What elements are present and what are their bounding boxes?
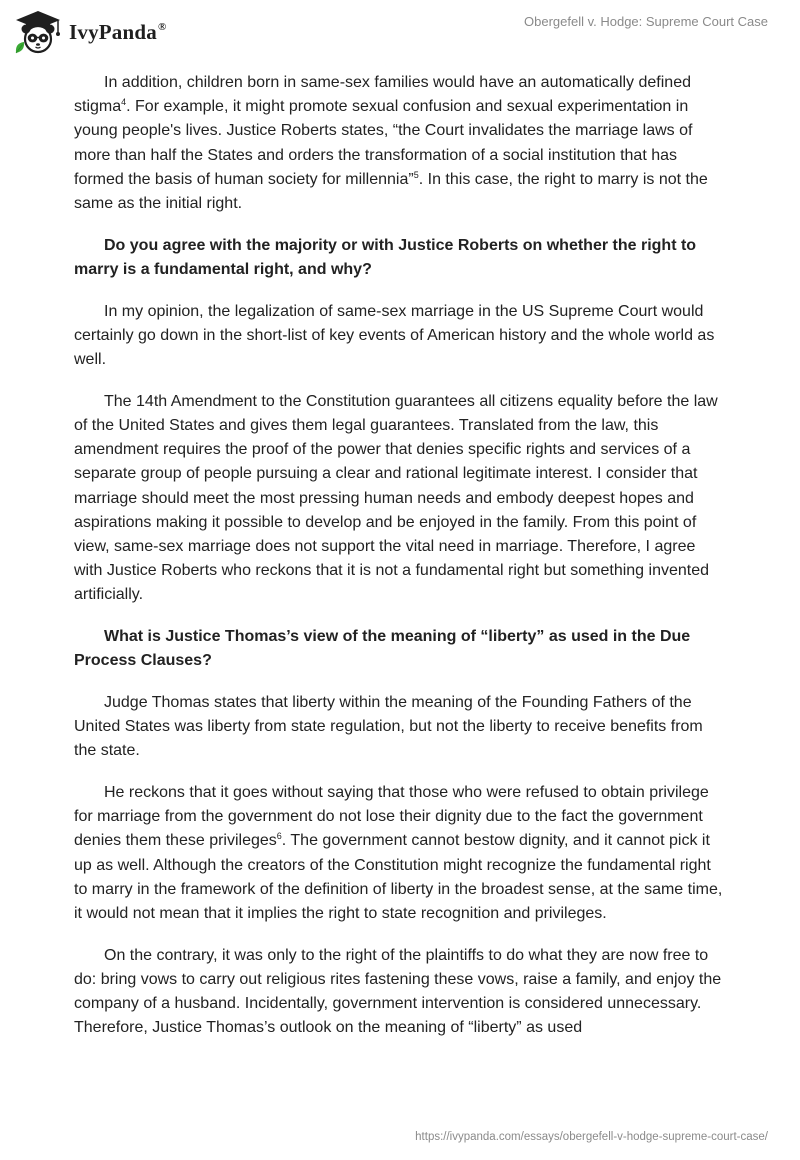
question-fundamental-right: Do you agree with the majority or with Justice Roberts on whether the right to marry is a fundamental right, and why? — [74, 236, 697, 278]
page-header — [0, 0, 800, 64]
source-url[interactable]: https://ivypanda.com/essays/obergefell-v-hodge-supreme-court-case/ — [415, 1131, 768, 1143]
panda-graduate-icon — [13, 9, 63, 55]
footnote-4: 4 — [121, 97, 127, 108]
ivypanda-logo[interactable] — [13, 9, 166, 55]
brand-name: IvyPanda® — [69, 19, 167, 44]
paragraph-dignity: He reckons that it goes without saying that those who were refused to obtain privilege for marriage from the government do not lose their dignity due to the fact the government denies them these privileges$^6$. The government cannot bestow dignity, and it cannot pick it up as well. Although the creators of the Constitution might recognize the fundamental right to marry in the framework of the definition of liberty in the broadest sense, at the same time, it would not mean that it implies the right to state recognition and privileges. — [74, 784, 723, 923]
paragraph-judge-thomas: Judge Thomas states that liberty within the meaning of the Founding Fathers of the United States was liberty from state regulation, but not the liberty to receive benefits from the state. — [74, 693, 703, 760]
footnote-6: 6 — [276, 831, 282, 842]
footnote-5: 5 — [413, 169, 419, 180]
paragraph-14th-amendment: The 14th Amendment to the Constitution guarantees all citizens equality before the law of the United States and gives them legal guarantees. Translated from the law, this amendment requires the proof of the power that denies specific rights and services of a separate group of people pursuing a clear and rational legitimate interest. I consider that marriage should meet the most pressing human needs and embody deepest hopes and aspirations making it possible to develop and be enjoyed in the family. From this point of view, same-sex marriage does not support the vital need in marriage. Therefore, I agree with Justice Roberts who reckons that it is not a fundamental right but something invented artificially. — [74, 392, 718, 604]
question-liberty: What is Justice Thomas’s view of the meaning of “liberty” as used in the Due Process Clauses? — [74, 628, 691, 670]
paragraph-children-stigma: In addition, children born in same-sex families would have an automatically defined stigma$^4$. For example, it might promote sexual confusion and sexual experimentation in young people's lives. Justice Roberts states, “the Court invalidates the marriage laws of more than half the States and orders the transformation of a social institution that has formed the basis of human society for millennia”$^5$. In this case, the right to marry is not the same as the initial right. — [74, 74, 708, 213]
essay-body — [74, 71, 724, 1058]
paragraph-plaintiffs: On the contrary, it was only to the right of the plaintiffs to do what they are now free to do: bring vows to carry out religious rites fastening these vows, raise a family, and enjoy the company of a husband. Incidentally, government intervention is considered unnecessary. Therefore, Justice Thomas’s outlook on the meaning of “liberty” as used — [74, 946, 722, 1037]
paragraph-opinion: In my opinion, the legalization of same-sex marriage in the US Supreme Court would certainly go down in the short-list of key events of American history and the whole world as well. — [74, 302, 715, 369]
document-title: Obergefell v. Hodge: Supreme Court Case — [524, 14, 768, 29]
